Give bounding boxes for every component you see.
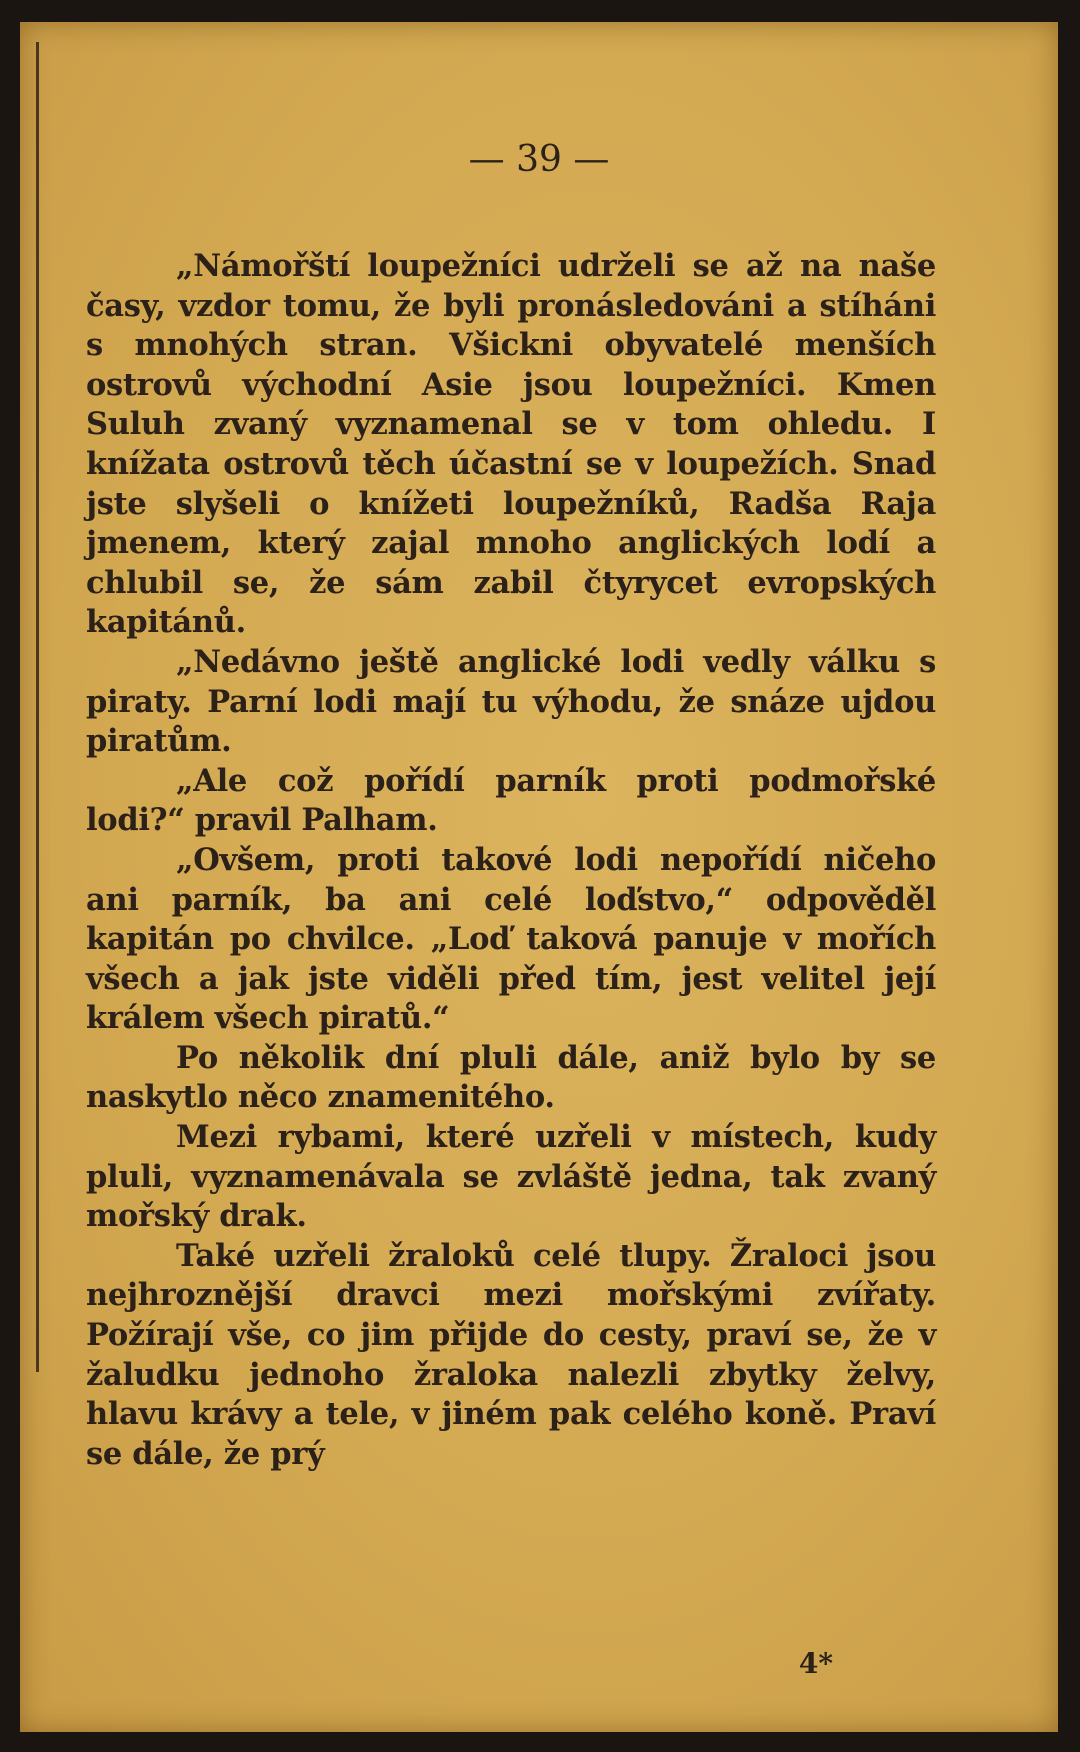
paragraph-6: Mezi rybami, které uzřeli v místech, kudy pluli, vyznamenávala se zvláště jedna, tak zvaný mořský drak. [86, 1119, 936, 1235]
paragraph-5: Po několik dní pluli dále, aniž bylo by se naskytlo něco znamenitého. [86, 1039, 936, 1116]
signature-mark: 4* [798, 1647, 833, 1680]
paragraph-3: „Ale což pořídí parník proti podmořské lodi?“ pravil Palham. [86, 762, 936, 839]
paragraph-1: „Námořští loupežníci udrželi se až na naše časy, vzdor tomu, že byli pronásledováni a stíháni s mnohých stran. Všickni obyvatelé menších ostrovů východní Asie jsou loupežníci. Kmen Suluh zvaný vyznamenal se v tom ohledu. I knížata ostrovů těch účastní se v loupežích. Snad jste slyšeli o knížeti loupežníků, Radša Raja jmenem, který zajal mnoho anglických lodí a chlubil se, že sám zabil čtyrycet evropských kapitánů. [86, 248, 936, 641]
body-text [86, 247, 936, 1474]
paragraph-4: „Ovšem, proti takové lodi nepořídí ničeho ani parník, ba ani celé loďstvo,“ odpověděl kapitán po chvilce. „Loď taková panuje v mořích všech a jak jste viděli před tím, jest velitel její králem všech piratů.“ [86, 841, 936, 1037]
page-edge-line [36, 42, 39, 1372]
page-number: — 39 — [468, 139, 610, 180]
book-page [20, 22, 1058, 1732]
paragraph-2: „Nedávno ještě anglické lodi vedly válku s piraty. Parní lodi mají tu výhodu, že snáze ujdou piratům. [86, 643, 936, 760]
paragraph-7: Také uzřeli žraloků celé tlupy. Žraloci jsou nejhroznější dravci mezi mořskými zvířaty. Požírají vše, co jim přijde do cesty, praví se, že v žaludku jednoho žraloka nalezli zbytky želvy, hlavu krávy a tele, v jiném pak celého koně. Praví se dále, že prý [86, 1237, 936, 1472]
